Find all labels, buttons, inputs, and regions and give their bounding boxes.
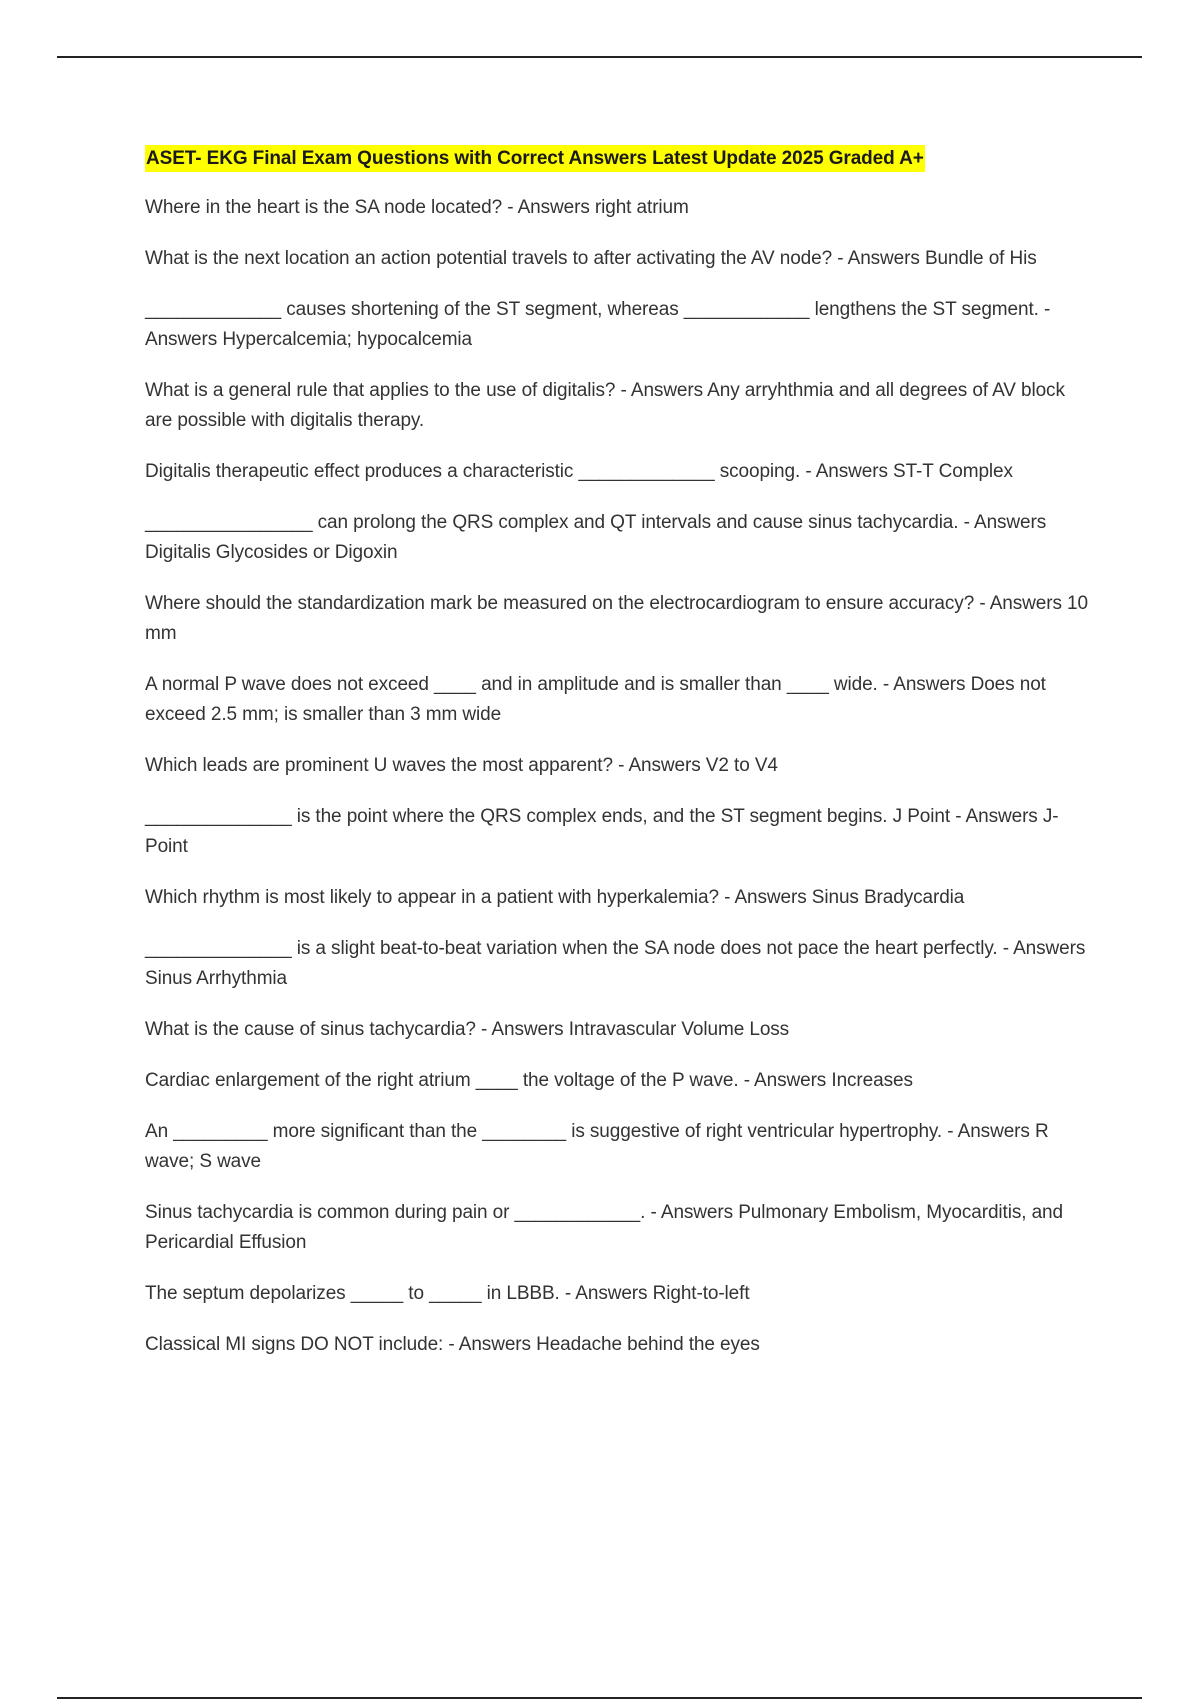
qa-item: ________________ can prolong the QRS complex and QT intervals and cause sinus tachycardia. - Answers Digitalis Glycosides or Digoxin bbox=[145, 512, 1047, 563]
qa-item: Which rhythm is most likely to appear in a patient with hyperkalemia? - Answers Sinus Bradycardia bbox=[145, 887, 965, 908]
document-title: ASET- EKG Final Exam Questions with Correct Answers Latest Update 2025 Graded A+ bbox=[145, 145, 925, 172]
qa-item: ______________ is the point where the QRS complex ends, and the ST segment begins. J Point - Answers J-Point bbox=[145, 806, 1059, 857]
qa-item: Sinus tachycardia is common during pain or ____________. - Answers Pulmonary Embolism, Myocarditis, and Pericardial Effusion bbox=[145, 1202, 1063, 1253]
qa-item: What is a general rule that applies to the use of digitalis? - Answers Any arryhthmia and all degrees of AV block are possible with digitalis therapy. bbox=[145, 380, 1065, 431]
document-body bbox=[145, 145, 1090, 1381]
qa-item: Which leads are prominent U waves the most apparent? - Answers V2 to V4 bbox=[145, 755, 778, 776]
qa-item: Where should the standardization mark be measured on the electrocardiogram to ensure accuracy? - Answers 10 mm bbox=[145, 593, 1088, 644]
qa-item: What is the next location an action potential travels to after activating the AV node? - Answers Bundle of His bbox=[145, 248, 1037, 269]
footer-rule bbox=[57, 1697, 1142, 1699]
qa-item: An _________ more significant than the ________ is suggestive of right ventricular hypertrophy. - Answers R wave; S wave bbox=[145, 1121, 1049, 1172]
qa-item: Where in the heart is the SA node located? - Answers right atrium bbox=[145, 197, 689, 218]
qa-item: The septum depolarizes _____ to _____ in LBBB. - Answers Right-to-left bbox=[145, 1283, 750, 1304]
qa-item: ______________ is a slight beat-to-beat variation when the SA node does not pace the heart perfectly. - Answers Sinus Arrhythmia bbox=[145, 938, 1086, 989]
qa-item: Classical MI signs DO NOT include: - Answers Headache behind the eyes bbox=[145, 1334, 760, 1355]
header-rule bbox=[57, 56, 1142, 58]
qa-item: Cardiac enlargement of the right atrium ____ the voltage of the P wave. - Answers Increases bbox=[145, 1070, 913, 1091]
qa-item: What is the cause of sinus tachycardia? - Answers Intravascular Volume Loss bbox=[145, 1019, 790, 1040]
qa-item: _____________ causes shortening of the ST segment, whereas ____________ lengthens the ST segment. - Answers Hypercalcemia; hypocalcemia bbox=[145, 299, 1051, 350]
qa-item: Digitalis therapeutic effect produces a characteristic _____________ scooping. - Answers ST-T Complex bbox=[145, 461, 1013, 482]
qa-item: A normal P wave does not exceed ____ and in amplitude and is smaller than ____ wide. - Answers Does not exceed 2.5 mm; is smaller than 3 mm wide bbox=[145, 674, 1046, 725]
